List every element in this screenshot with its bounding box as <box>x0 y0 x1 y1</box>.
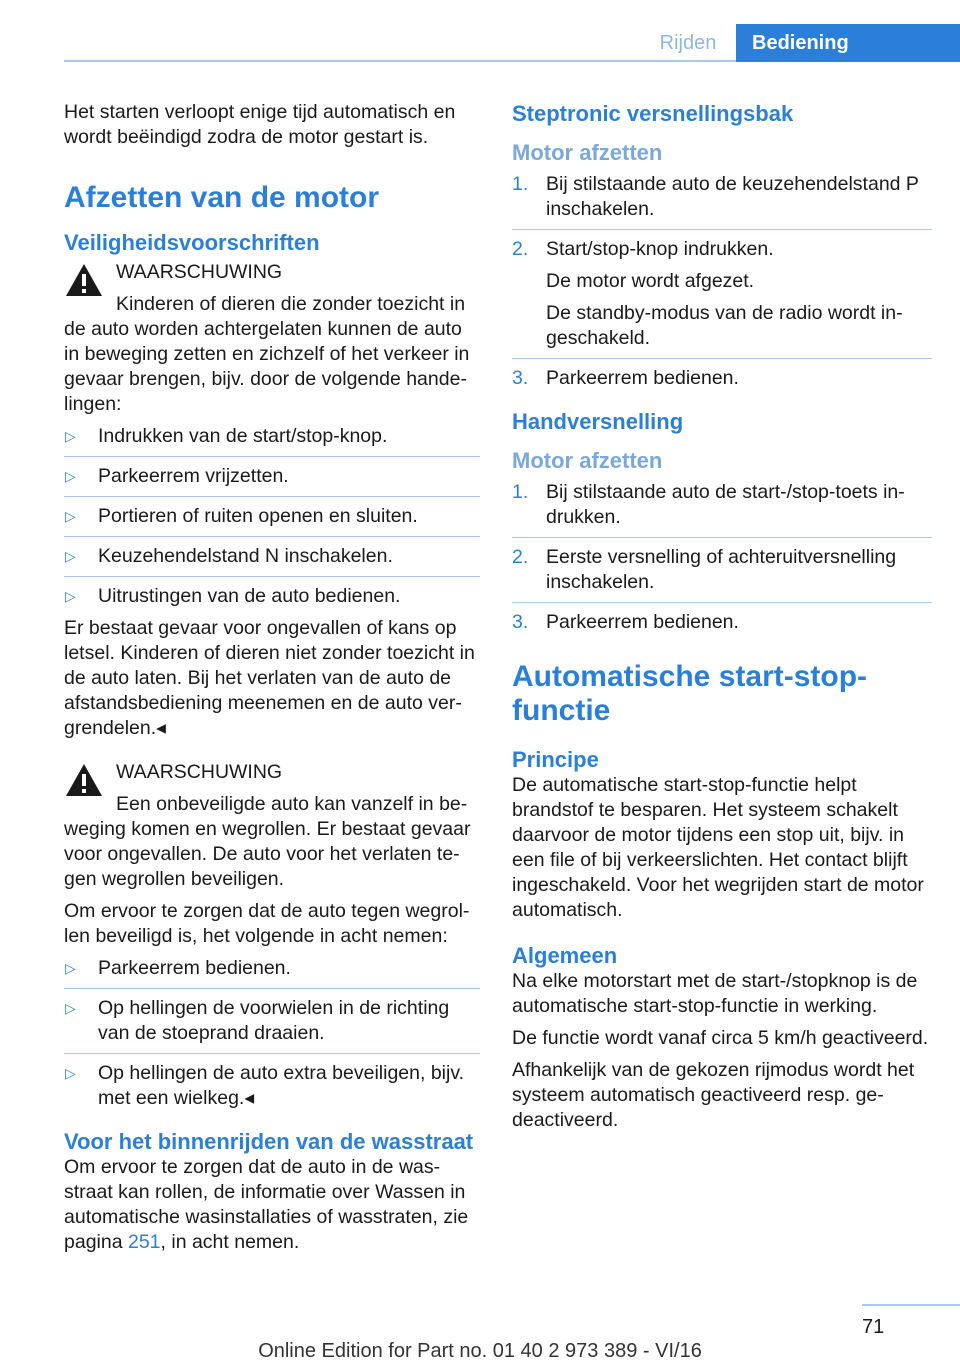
bullet-triangle-icon: ▷ <box>65 960 76 976</box>
list-divider <box>512 229 932 230</box>
warning-block-2 <box>64 760 480 892</box>
list-item-text: Uitrustingen van de auto bedienen. <box>98 585 401 607</box>
list-divider <box>64 576 480 577</box>
step-text: Eerste versnelling of achteruitversnelling inschakelen. <box>546 546 897 593</box>
step-number: 1. <box>512 481 529 503</box>
step-item <box>512 237 932 351</box>
step-number: 2. <box>512 546 529 568</box>
wasstraat-paragraph: Om ervoor te zorgen dat de auto in de wasstraat kan rollen, de informatie over Wassen in automatische wasinstallaties of wasstraten, zie pagina 251, in acht nemen. <box>64 1156 469 1253</box>
list-item <box>64 584 480 609</box>
page-number-rule <box>862 1304 960 1306</box>
step-text: Bij stilstaande auto de start-/stop-toets indrukken. <box>546 481 905 528</box>
list-item <box>64 464 480 489</box>
step-item <box>512 172 932 222</box>
heading-motor-afzetten-1: Motor afzetten <box>512 140 663 165</box>
step-subtext: De motor wordt afgezet. <box>546 270 755 292</box>
step-text: Bij stilstaande auto de keuzehendelstand P inschakelen. <box>546 173 919 220</box>
step-number: 1. <box>512 173 529 195</box>
step-subtext: De standby-modus van de radio wordt ingeschakeld. <box>546 302 903 349</box>
algemeen-paragraph-2: De functie wordt vanaf circa 5 km/h geactiveerd. <box>512 1027 929 1049</box>
bullet-list-1 <box>64 424 480 609</box>
bullet-list-2 <box>64 956 480 1111</box>
list-item-text: Portieren of ruiten openen en sluiten. <box>98 505 418 527</box>
principe-paragraph: De automatische start-stop-functie helpt brandstof te besparen. Het systeem schakelt daarvoor de motor tijdens een stop uit, bijv. in een file of bij verkeerslichten. Het contact blijft ingeschakeld. Voor het wegrijden start de motor automatisch. <box>512 774 924 921</box>
bullet-triangle-icon: ▷ <box>65 428 76 444</box>
list-divider <box>64 496 480 497</box>
list-divider <box>512 602 932 603</box>
heading-algemeen: Algemeen <box>512 943 618 968</box>
list-item <box>64 1061 480 1111</box>
numbered-list-2 <box>512 480 932 635</box>
header-tab-rijden[interactable]: Rijden <box>659 32 717 54</box>
heading-afzetten: Afzetten van de motor <box>64 181 380 214</box>
list-item <box>64 424 480 449</box>
bullet-triangle-icon: ▷ <box>65 1000 76 1016</box>
numbered-list-1 <box>512 172 932 391</box>
step-item <box>512 480 932 530</box>
heading-wasstraat: Voor het binnenrijden van de wasstraat <box>64 1129 474 1154</box>
list-divider <box>64 988 480 989</box>
step-item <box>512 545 932 595</box>
warning-after-text: Om ervoor te zorgen dat de auto tegen wegrollen beveiligd is, het volgende in acht nemen: <box>64 900 470 947</box>
list-item <box>64 956 480 981</box>
warning-after-text: Er bestaat gevaar voor ongevallen of kans op letsel. Kinderen of dieren niet zonder toezicht in de auto laten. Bij het verlaten van de auto de afstandsbediening meenemen en de auto vergrendelen.◂ <box>64 617 475 739</box>
list-item-text: Op hellingen de voorwielen in de richting van de stoeprand draaien. <box>98 997 450 1044</box>
step-text: Start/stop-knop indrukken. <box>546 238 774 260</box>
list-item-text: Keuzehendelstand N inschakelen. <box>98 545 393 567</box>
step-number: 3. <box>512 611 529 633</box>
warning-text: Een onbeveiligde auto kan vanzelf in beweging komen en wegrollen. Er bestaat gevaar voor ongevallen. De auto voor het verlaten tegen wegrollen beveiligen. <box>64 793 471 890</box>
heading-veiligheid: Veiligheidsvoorschriften <box>64 230 320 255</box>
list-item <box>64 996 480 1046</box>
heading-handversnelling: Handversnelling <box>512 409 684 434</box>
step-text: Parkeerrem bedienen. <box>546 611 739 633</box>
algemeen-paragraph-3: Afhankelijk van de gekozen rijmodus wordt het systeem automatisch geactiveerd resp. gedeactiveerd. <box>512 1059 915 1131</box>
page-number: 71 <box>862 1316 885 1338</box>
list-item-text: Indrukken van de start/stop-knop. <box>98 425 388 447</box>
bullet-triangle-icon: ▷ <box>65 508 76 524</box>
step-text: Parkeerrem bedienen. <box>546 367 739 389</box>
list-divider <box>64 1053 480 1054</box>
warning-block-1 <box>64 260 480 417</box>
heading-principe: Principe <box>512 747 599 772</box>
list-divider <box>512 537 932 538</box>
intro-paragraph: Het starten verloopt enige tijd automatisch en wordt beëindigd zodra de motor gestart is. <box>64 101 456 148</box>
warning-icon <box>64 762 104 798</box>
list-divider <box>64 536 480 537</box>
step-item <box>512 610 932 635</box>
warning-label: WAARSCHUWING <box>116 261 283 283</box>
list-item-text: Parkeerrem vrijzetten. <box>98 465 289 487</box>
footer-edition: Online Edition for Part no. 01 40 2 973 389 - VI/16 <box>258 1340 702 1362</box>
bullet-triangle-icon: ▷ <box>65 468 76 484</box>
page-link[interactable]: 251 <box>127 1231 161 1253</box>
bullet-triangle-icon: ▷ <box>65 588 76 604</box>
right-column <box>512 100 932 1140</box>
algemeen-paragraph-1: Na elke motorstart met de start-/stopknop is de automatische start-stop-functie in werking. <box>512 970 918 1017</box>
list-item-text: Parkeerrem bedienen. <box>98 957 291 979</box>
warning-text: Kinderen of dieren die zonder toezicht in de auto worden achtergelaten kunnen de auto in beweging zetten en zichzelf of het verkeer in gevaar brengen, bijv. door de volgende handelingen: <box>64 293 470 415</box>
list-divider <box>64 456 480 457</box>
step-number: 2. <box>512 238 529 260</box>
bullet-triangle-icon: ▷ <box>65 548 76 564</box>
list-item <box>64 544 480 569</box>
warning-icon <box>64 262 104 298</box>
heading-auto-start-stop: Automatische start-stop-functie <box>512 660 868 727</box>
header-tab-bediening[interactable]: Bediening <box>736 24 960 62</box>
list-divider <box>512 358 932 359</box>
list-item-text: Op hellingen de auto extra beveiligen, bijv. met een wielkeg.◂ <box>98 1062 465 1109</box>
warning-label: WAARSCHUWING <box>116 761 283 783</box>
heading-motor-afzetten-2: Motor afzetten <box>512 448 663 473</box>
step-item <box>512 366 932 391</box>
bullet-triangle-icon: ▷ <box>65 1065 76 1081</box>
step-number: 3. <box>512 367 529 389</box>
heading-steptronic: Steptronic versnellingsbak <box>512 101 794 126</box>
list-item <box>64 504 480 529</box>
left-column <box>64 100 480 1262</box>
